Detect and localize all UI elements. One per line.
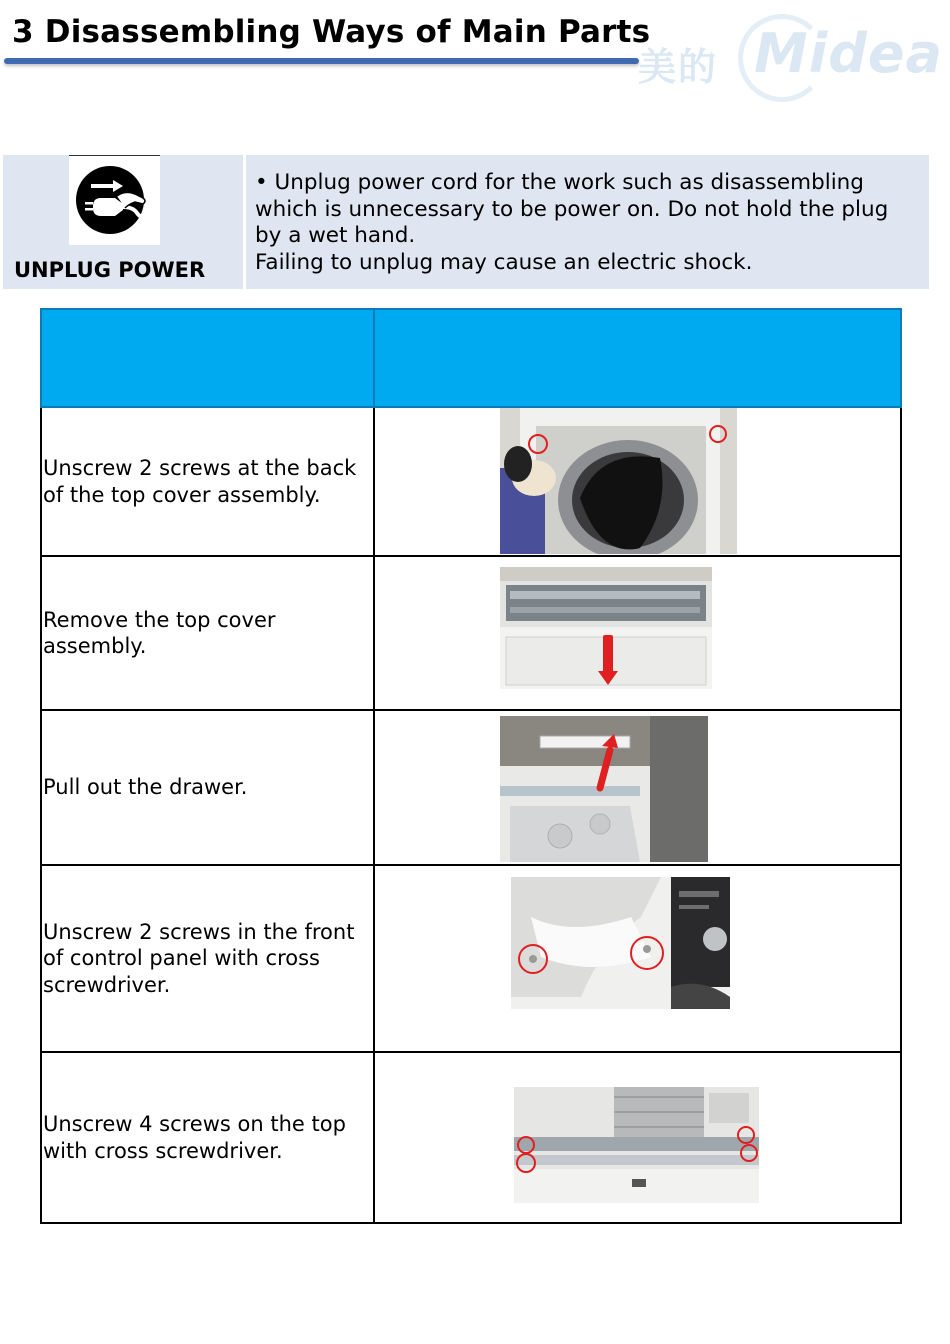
title-underline xyxy=(4,58,639,64)
step-description: Unscrew 2 screws in the front of control panel with cross screwdriver. xyxy=(41,865,374,1052)
warning-text xyxy=(255,170,915,276)
step-photo-pull-drawer xyxy=(500,716,708,862)
step-photo-remove-top-cover xyxy=(500,567,712,689)
table-header-row xyxy=(41,309,901,407)
step-photo-cell xyxy=(374,865,901,1052)
warning-line: by a wet hand. xyxy=(255,223,416,248)
step-photo-cell xyxy=(374,556,901,710)
logo-chinese-text: 美的 xyxy=(638,45,719,89)
warning-line: • Unplug power cord for the work such as disassembling xyxy=(255,170,864,195)
warning-divider xyxy=(243,155,246,289)
step-description: Remove the top cover assembly. xyxy=(41,556,374,710)
steps-table xyxy=(40,308,902,1224)
step-photo-back-screws xyxy=(500,408,737,554)
page-title: 3 Disassembling Ways of Main Parts xyxy=(12,14,651,50)
step-photo-cell xyxy=(374,407,901,556)
midea-logo xyxy=(636,8,943,90)
warning-left-cell xyxy=(3,155,243,289)
step-photo-cell xyxy=(374,1052,901,1223)
table-row xyxy=(41,710,901,865)
table-header-cell xyxy=(374,309,901,407)
warning-line: which is unnecessary to be power on. Do not hold the plug xyxy=(255,196,889,222)
table-header-cell xyxy=(41,309,374,407)
table-row xyxy=(41,556,901,710)
step-photo-cell xyxy=(374,710,901,865)
warning-line: Failing to unplug may cause an electric shock. xyxy=(255,249,753,275)
step-photo-top-screws xyxy=(514,1087,759,1203)
table-row xyxy=(41,865,901,1052)
unplug-power-icon xyxy=(69,155,160,245)
logo-english-text: Midea xyxy=(754,22,943,85)
step-photo-control-panel-screws xyxy=(511,877,730,1009)
step-description: Unscrew 2 screws at the back of the top cover assembly. xyxy=(41,407,374,556)
table-row xyxy=(41,407,901,556)
warning-label: UNPLUG POWER xyxy=(14,258,206,282)
table-row xyxy=(41,1052,901,1223)
warning-box xyxy=(3,155,929,289)
step-description: Unscrew 4 screws on the top with cross screwdriver. xyxy=(41,1052,374,1223)
step-description: Pull out the drawer. xyxy=(41,710,374,865)
